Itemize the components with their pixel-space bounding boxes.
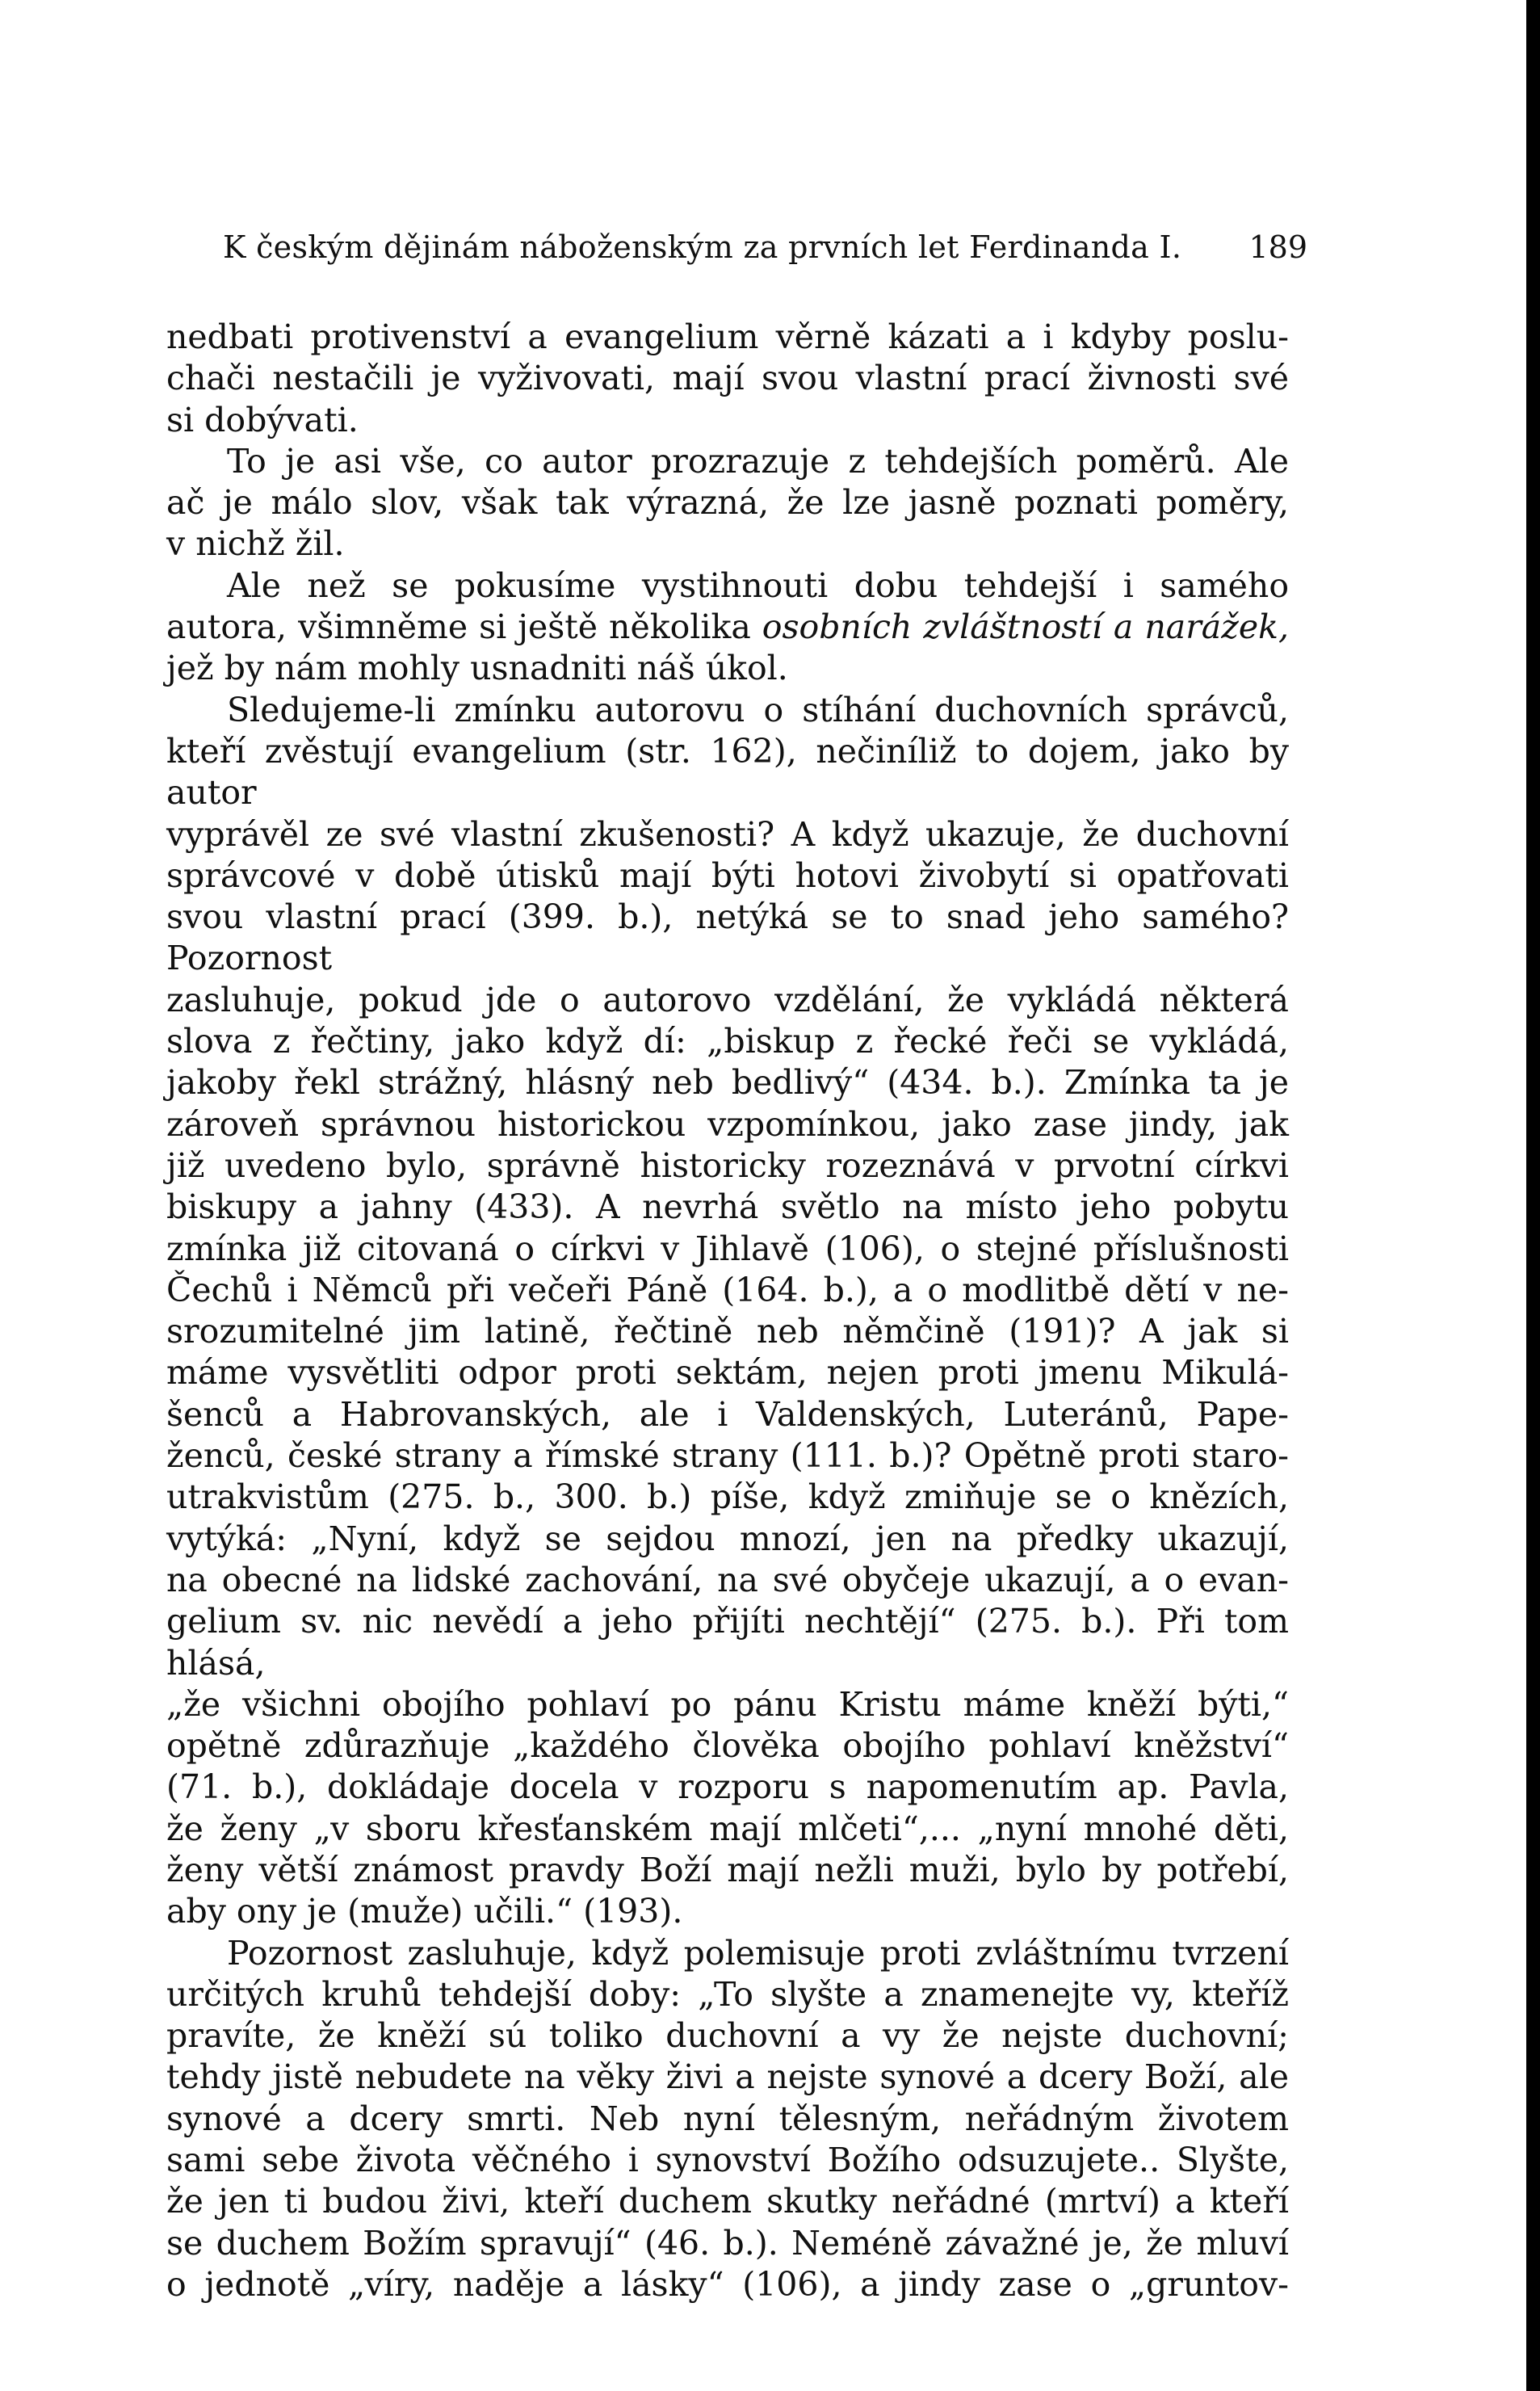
text-line: Pozornost zasluhuje, když polemisuje proti zvláštnímu tvrzení bbox=[227, 1933, 1289, 1973]
text-line: srozumitelné jim latině, řečtině neb němčině (191)? A jak si bbox=[166, 1312, 1289, 1351]
text-line: To je asi vše, co autor prozrazuje z tehdejších poměrů. Ale bbox=[227, 441, 1289, 481]
text-line: (71. b.), dokládaje docela v rozporu s napomenutím ap. Pavla, bbox=[166, 1767, 1289, 1807]
text-line: zasluhuje, pokud jde o autorovo vzdělání, že vykládá některá bbox=[166, 980, 1289, 1019]
text-line: svou vlastní prací (399. b.), netýká se to snad jeho samého? Pozornost bbox=[166, 897, 1289, 978]
text-line: v nichž žil. bbox=[166, 524, 345, 564]
text-line: kteří zvěstují evangelium (str. 162), nečiníliž to dojem, jako by autor bbox=[166, 731, 1289, 813]
text-line: autora, všimněme si ještě několika osobních zvláštností a narážek, bbox=[166, 607, 1289, 647]
text-line: správcové v době útisků mají býti hotovi živobytí si opatřovati bbox=[166, 855, 1289, 895]
text-line: ženy větší známost pravdy Boží mají nežli muži, bylo by potřebí, bbox=[166, 1850, 1289, 1889]
text-line: vyprávěl ze své vlastní zkušenosti? A když ukazuje, že duchovní bbox=[166, 814, 1289, 854]
text-line: na obecné na lidské zachování, na své obyčeje ukazují, a o evan- bbox=[166, 1560, 1289, 1599]
text-line: jež by nám mohly usnadniti náš úkol. bbox=[166, 649, 788, 688]
text-line: Sledujeme-li zmínku autorovu o stíhání duchovních správců, bbox=[227, 690, 1289, 729]
text-line: šenců a Habrovanských, ale i Valdenských, Luteránů, Pape- bbox=[166, 1394, 1289, 1434]
running-header bbox=[223, 229, 1307, 278]
page-number: 189 bbox=[1248, 229, 1307, 265]
scan-edge bbox=[1526, 0, 1540, 2391]
text-line: již uvedeno bylo, správně historicky rozeznává v prvotní církvi bbox=[166, 1145, 1289, 1185]
text-line: utrakvistům (275. b., 300. b.) píše, když zmiňuje se o knězích, bbox=[166, 1477, 1289, 1517]
text-line: zmínka již citovaná o církvi v Jihlavě (106), o stejné příslušnosti bbox=[166, 1229, 1289, 1268]
text-line: slova z řečtiny, jako když dí: „biskup z řecké řeči se vykládá, bbox=[166, 1022, 1289, 1061]
text-line: určitých kruhů tehdejší doby: „To slyšte a znamenejte vy, kteříž bbox=[166, 1974, 1289, 2014]
text-line: že jen ti budou živi, kteří duchem skutky neřádné (mrtví) a kteří bbox=[166, 2182, 1289, 2221]
text-line: pravíte, že kněží sú toliko duchovní a vy že nejste duchovní; bbox=[166, 2016, 1289, 2056]
text-line: tehdy jistě nebudete na věky živi a nejste synové a dcery Boží, ale bbox=[166, 2057, 1289, 2097]
text-line: zároveň správnou historickou vzpomínkou, jako zase jindy, jak bbox=[166, 1104, 1289, 1144]
text-line: „že všichni obojího pohlaví po pánu Kristu máme kněží býti,“ bbox=[166, 1684, 1289, 1724]
body-text bbox=[166, 317, 1289, 2305]
text-line: ženců, české strany a římské strany (111. b.)? Opětně proti staro- bbox=[166, 1436, 1289, 1476]
text-line: Čechů i Němců při večeři Páně (164. b.), a o modlitbě dětí v ne- bbox=[166, 1270, 1289, 1309]
text-line: ač je málo slov, však tak výrazná, že lze jasně poznati poměry, bbox=[166, 483, 1289, 523]
text-line: že ženy „v sboru křesťanském mají mlčeti“,... „nyní mnohé děti, bbox=[166, 1809, 1289, 1848]
emphasis: osobních zvláštností a narážek, bbox=[762, 607, 1289, 647]
text-line: gelium sv. nic nevědí a jeho přijíti nechtějí“ (275. b.). Při tom hlásá, bbox=[166, 1602, 1289, 1683]
text-line: synové a dcery smrti. Neb nyní tělesným, neřádným životem bbox=[166, 2099, 1289, 2138]
text-line: jakoby řekl strážný, hlásný neb bedlivý“ (434. b.). Zmínka ta je bbox=[166, 1063, 1289, 1103]
text-line: vytýká: „Nyní, když se sejdou mnozí, jen na předky ukazují, bbox=[166, 1519, 1289, 1558]
text-line: aby ony je (muže) učili.“ (193). bbox=[166, 1892, 683, 1931]
text-line: o jednotě „víry, naděje a lásky“ (106), a jindy zase o „gruntov- bbox=[166, 2264, 1289, 2304]
text-line: si dobývati. bbox=[166, 400, 359, 439]
text-line: máme vysvětliti odpor proti sektám, nejen proti jmenu Mikulá- bbox=[166, 1353, 1289, 1393]
text-line: biskupy a jahny (433). A nevrhá světlo na místo jeho pobytu bbox=[166, 1187, 1289, 1227]
running-title: K českým dějinám náboženským za prvních let Ferdinanda I. bbox=[223, 229, 1182, 265]
text-line: opětně zdůrazňuje „každého člověka obojího pohlaví kněžství“ bbox=[166, 1726, 1289, 1766]
text-line: se duchem Božím spravují“ (46. b.). Neméně závažné je, že mluví bbox=[166, 2223, 1289, 2263]
text-line: Ale než se pokusíme vystihnouti dobu tehdejší i samého bbox=[227, 565, 1289, 605]
text-line: nedbati protivenství a evangelium věrně kázati a i kdyby poslu- bbox=[166, 317, 1289, 356]
text-line: chači nestačili je vyživovati, mají svou vlastní prací živnosti své bbox=[166, 359, 1289, 398]
text-line: sami sebe života věčného i synovství Božího odsuzujete.. Slyšte, bbox=[166, 2141, 1289, 2180]
